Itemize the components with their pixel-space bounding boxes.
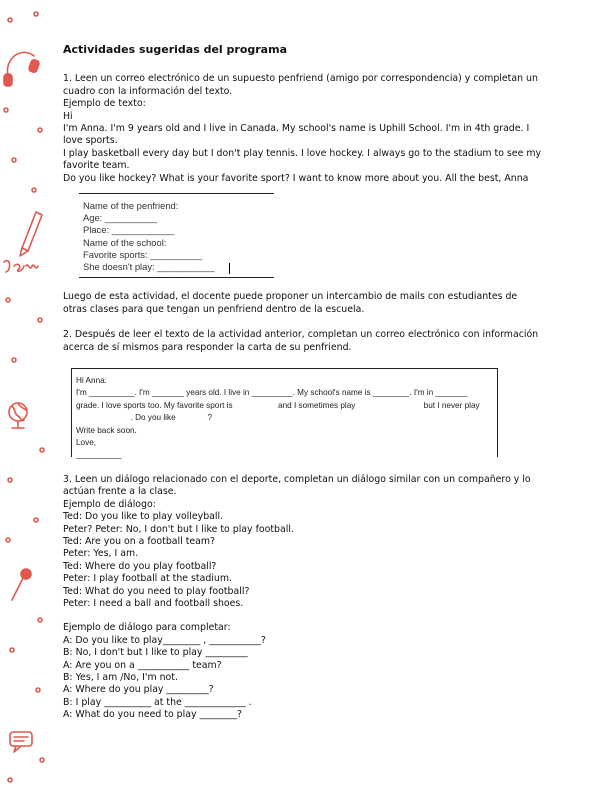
form-line: Age: __________ (83, 212, 158, 224)
dialog-line: Ted: What do you need to play football? (63, 585, 250, 597)
complete-dialog-line: A: Do you like to play________ , ___________? (63, 634, 266, 646)
page-title: Actividades sugeridas del programa (63, 43, 287, 56)
pencil-icon (20, 212, 42, 256)
example-dialog-label: Ejemplo de diálogo: (63, 498, 156, 510)
complete-dialog-line: A: Are you on a ___________ team? (63, 659, 222, 671)
complete-dialog-line: B: No, I don't but I like to play _________ (63, 647, 248, 659)
email-line: I'm Anna. I'm 9 years old and I live in Canada. My school's name is Uphill School. I'm in 4th grade. I love sports. (63, 123, 530, 147)
form-line: She doesn't play: ___________ (83, 261, 215, 273)
dialog-line: Ted: Do you like to play volleyball. (63, 511, 224, 523)
scribble-icon (4, 261, 38, 272)
form-line: Place: ____________ (83, 224, 175, 236)
letter-line: . Do you like ? (76, 413, 213, 423)
activity-3-intro: 3. Leen un diálogo relacionado con el deporte, completan un diálogo similar con un compañero y lo actúan frente a la clase. (63, 473, 531, 498)
letter-line: Hi Anna: (76, 375, 107, 385)
text-cursor (229, 263, 230, 274)
headphones-icon (4, 52, 40, 86)
form-line: Name of the penfriend: (83, 200, 179, 212)
letter-line: __________ (76, 450, 122, 460)
dialog-line: Peter: Yes, I am. (63, 548, 139, 560)
letter-line: Love, (76, 437, 97, 447)
activity-1-intro: 1. Leen un correo electrónico de un supuesto penfriend (amigo por correspondencia) y completan un cuadro con la información del texto. (63, 73, 538, 97)
example-text-label: Ejemplo de texto: (63, 98, 146, 110)
penfriend-form (79, 193, 274, 278)
dialog-line: Peter: I play football at the stadium. (63, 573, 232, 585)
form-line: Favorite sports: __________ (83, 248, 203, 260)
reply-letter-template (71, 368, 498, 460)
document-body (63, 44, 543, 722)
globe-icon (9, 403, 27, 428)
speech-bubble-icon (10, 732, 32, 752)
activity-1-followup: Luego de esta actividad, el docente puede proponer un intercambio de mails con estudiantes de otras clases para que tengan un penfriend dentro de la escuela. (63, 291, 518, 315)
email-line: Do you like hockey? What is your favorite sport? I want to know more about you. All the best, Anna (63, 172, 529, 184)
activity-2-intro: 2. Después de leer el texto de la actividad anterior, completan un correo electrónico con información acerca de sí mismos para responder la carta de su penfriend. (63, 329, 539, 353)
dialog-line: Ted: Are you on a football team? (63, 535, 216, 547)
letter-line: grade. I love sports too. My favorite sport is and I sometimes play but I never play (76, 400, 480, 410)
email-line: Hi (63, 110, 73, 122)
margin-doodles (0, 0, 58, 800)
letter-line: I'm __________. I'm _______ years old. I live in _________. My school's name is ________. I'm in _______ (76, 388, 468, 398)
microphone-icon (12, 569, 31, 600)
dialog-line: Peter: I need a ball and football shoes. (63, 597, 244, 609)
form-line: Name of the school: (83, 236, 167, 248)
dialog-line: Peter? Peter: No, I don't but I like to play football. (63, 523, 294, 535)
dialog-line: Ted: Where do you play football? (63, 560, 217, 572)
complete-dialog-line: A: What do you need to play ________? (63, 709, 242, 721)
complete-dialog-line: A: Where do you play _________? (63, 684, 214, 696)
complete-dialog-line: B: Yes, I am /No, I'm not. (63, 672, 178, 683)
decorative-dots-icon (4, 12, 44, 782)
email-line: I play basketball every day but I don't play tennis. I love hockey. I always go to the stadium to see my favorite team. (63, 147, 542, 172)
letter-line: Write back soon. (76, 425, 137, 435)
complete-dialog-line: B: I play __________ at the _____________ . (63, 696, 252, 708)
complete-dialog-label: Ejemplo de diálogo para completar: (63, 622, 231, 634)
